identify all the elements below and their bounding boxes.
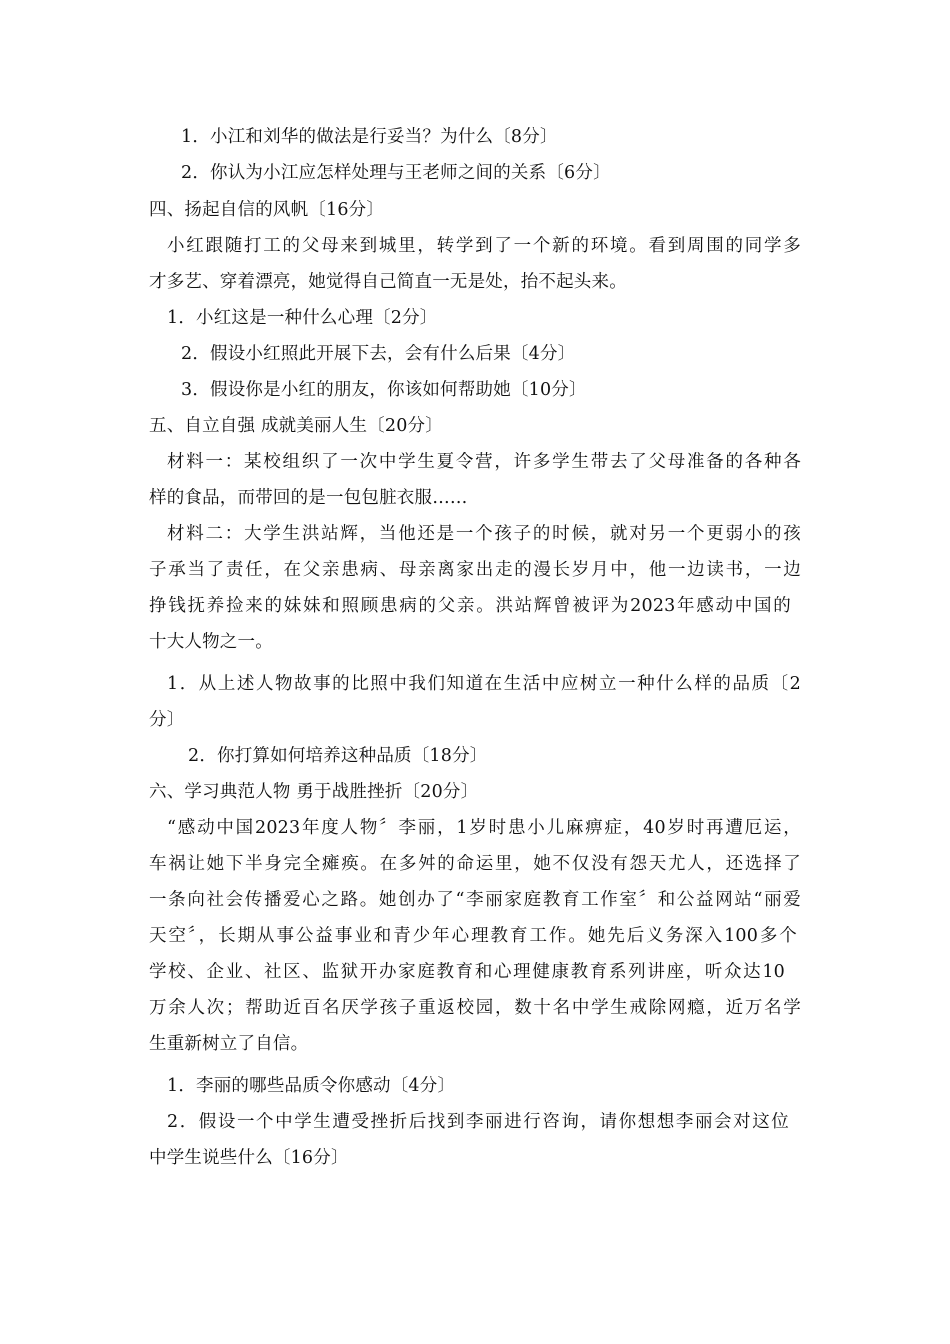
question-line: 1．李丽的哪些品质令你感动〔4分〕 [167,1076,456,1096]
paragraph-line: 子承当了责任，在父亲患病、母亲离家出走的漫长岁月中，他一边读书，一边 [149,560,801,580]
question-line: 中学生说些什么〔16分〕 [149,1148,349,1168]
paragraph-line: 万余人次；帮助近百名厌学孩子重返校园，数十名中学生戒除网瘾，近万名学 [149,998,801,1018]
question-line: 2．你打算如何培养这种品质〔18分〕 [188,746,488,766]
question-line: 2．你认为小江应怎样处理与王老师之间的关系〔6分〕 [181,163,611,183]
question-line: 1．小红这是一种什么心理〔2分〕 [167,308,438,328]
paragraph-line: 小红跟随打工的父母来到城里，转学到了一个新的环境。看到周围的同学多 [167,236,801,256]
paragraph-line: 一条向社会传播爱心之路。她创办了“李丽家庭教育工作室〞和公益网站“丽爱 [149,890,801,910]
paragraph-line: 样的食品，而带回的是一包包脏衣服…… [149,488,468,508]
paragraph-line: 车祸让她下半身完全瘫痪。在多舛的命运里，她不仅没有怨天尤人，还选择了 [149,854,801,874]
section-heading: 五、自立自强 成就美丽人生〔20分〕 [149,416,443,436]
paragraph-line: 学校、企业、社区、监狱开办家庭教育和心理健康教育系列讲座，听众达10 [149,962,785,982]
question-line: 3．假设你是小红的朋友，你该如何帮助她〔10分〕 [181,380,587,400]
question-line: 分〕 [149,710,185,730]
question-line: 1．从上述人物故事的比照中我们知道在生活中应树立一种什么样的品质〔2 [167,674,801,694]
section-heading: 四、扬起自信的风帆〔16分〕 [149,200,385,220]
paragraph-line: 材料一：某校组织了一次中学生夏令营，许多学生带去了父母准备的各种各 [167,452,801,472]
question-line: 2．假设一个中学生遭受挫折后找到李丽进行咨询，请你想想李丽会对这位 [167,1112,789,1132]
paragraph-line: “感动中国2023年度人物〞李丽，1岁时患小儿麻痹症，40岁时再遭厄运， [167,818,801,838]
paragraph-line: 天空〞，长期从事公益事业和青少年心理教育工作。她先后义务深入100多个 [149,926,797,946]
question-line: 2．假设小红照此开展下去，会有什么后果〔4分〕 [181,344,576,364]
paragraph-line: 挣钱抚养捡来的妹妹和照顾患病的父亲。洪站辉曾被评为2023年感动中国的 [149,596,791,616]
section-heading: 六、学习典范人物 勇于战胜挫折〔20分〕 [149,782,479,802]
paragraph-line: 才多艺、穿着漂亮，她觉得自己简直一无是处，抬不起头来。 [149,272,627,292]
paragraph-line: 十大人物之一。 [149,632,273,652]
paragraph-line: 材料二：大学生洪站辉，当他还是一个孩子的时候，就对另一个更弱小的孩 [167,524,801,544]
question-line: 1．小江和刘华的做法是行妥当？为什么〔8分〕 [181,127,558,147]
paragraph-line: 生重新树立了自信。 [149,1034,309,1054]
